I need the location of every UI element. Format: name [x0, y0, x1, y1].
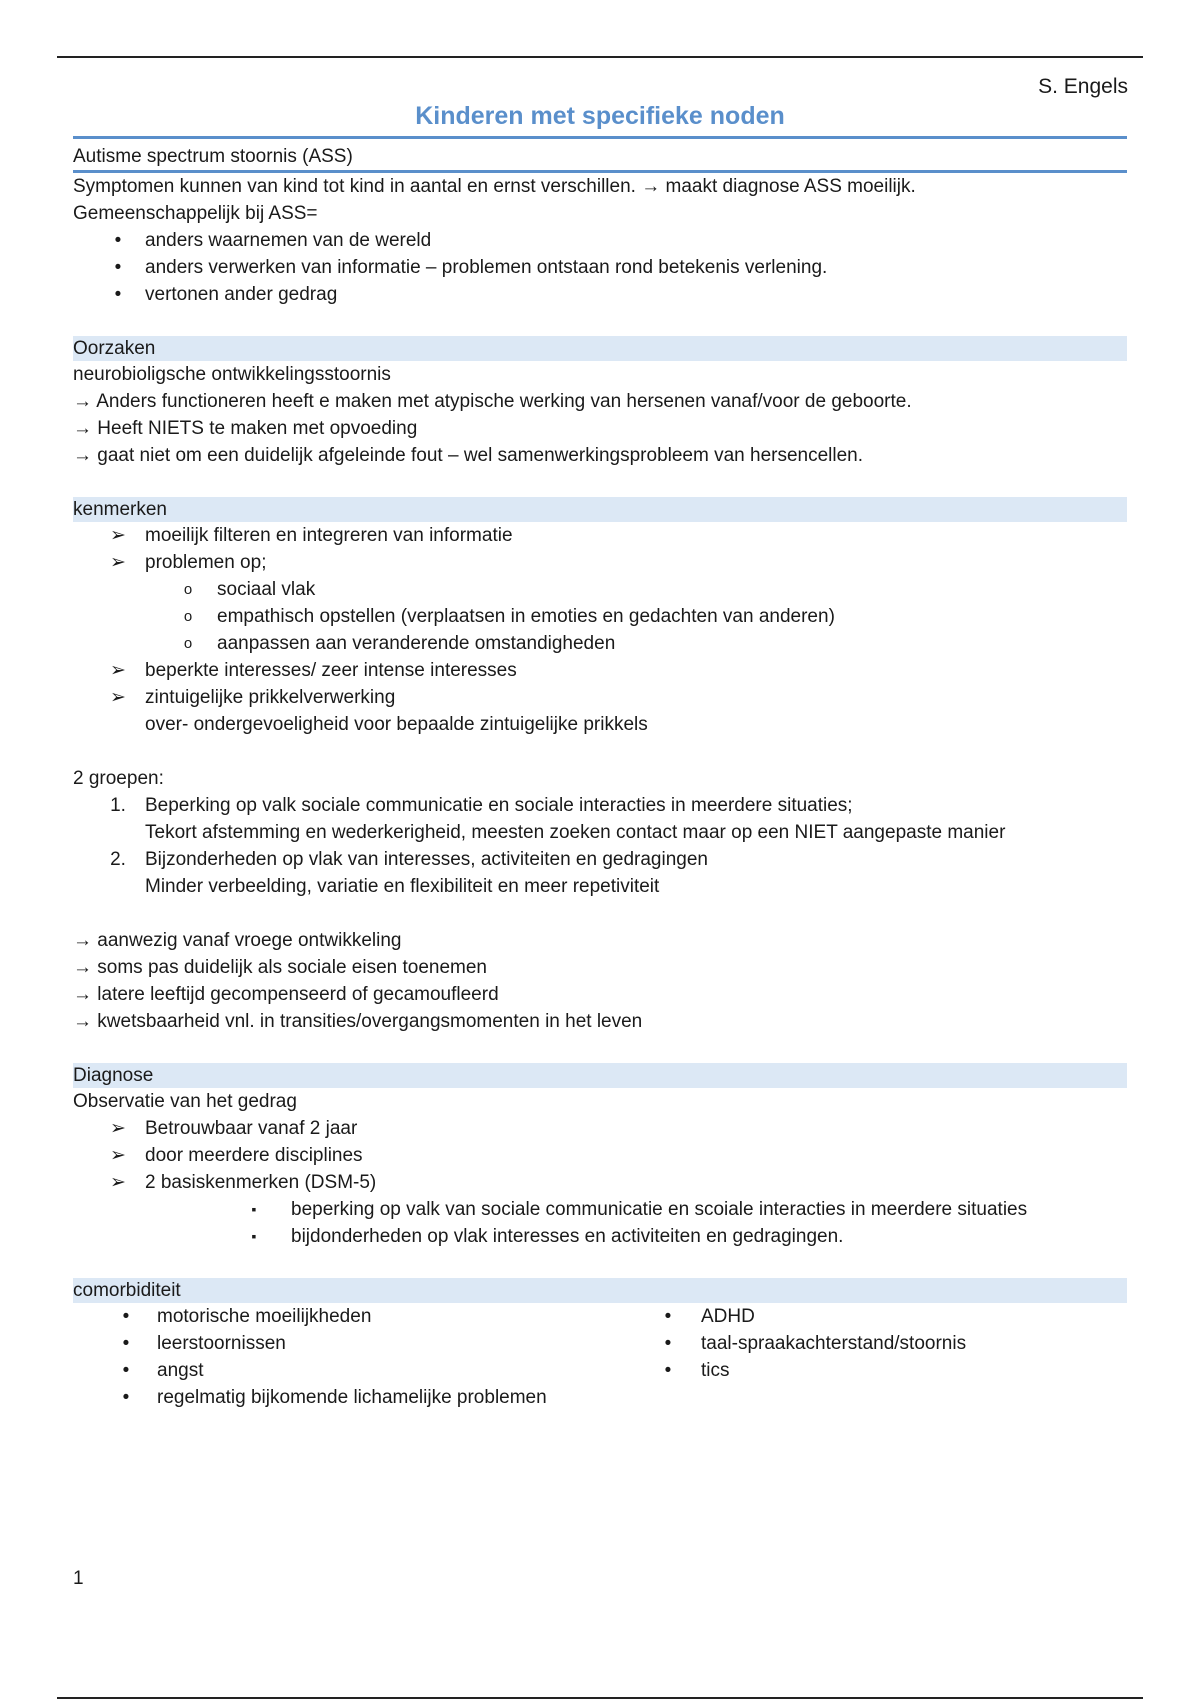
list-item-continuation: Minder verbeelding, variatie en flexibiliteit en meer repetiviteit — [145, 876, 660, 897]
list-item — [73, 630, 1127, 657]
list-item — [628, 1303, 1128, 1330]
intro-line: Gemeenschappelijk bij ASS= — [73, 203, 318, 224]
list-item-text: vertonen ander gedrag — [145, 284, 338, 305]
arrow-bullet-marker: ➢ — [110, 525, 126, 546]
number-marker: 2. — [110, 849, 126, 870]
list-item — [73, 1357, 593, 1384]
arrow-bullet-marker: ➢ — [110, 1172, 126, 1193]
right-column — [628, 1303, 1128, 1384]
list-item-text: problemen op; — [145, 552, 267, 573]
list-item-text: regelmatig bijkomende lichamelijke problemen — [157, 1387, 547, 1408]
list-item — [73, 281, 1127, 308]
document-body — [73, 143, 1127, 1408]
bullet-marker: • — [114, 284, 122, 305]
bullet-marker: • — [114, 257, 122, 278]
list-item — [73, 1223, 1127, 1250]
section-heading-oorzaken: Oorzaken — [73, 336, 1127, 361]
section-heading-kenmerken: kenmerken — [73, 497, 1127, 522]
list-item — [73, 684, 1127, 711]
square-marker: ▪ — [251, 1228, 257, 1244]
list-item-continuation: Tekort afstemming en wederkerigheid, meesten zoeken contact maar op een NIET aangepaste manier — [145, 822, 1006, 843]
subheading-ass: Autisme spectrum stoornis (ASS) — [73, 143, 1127, 173]
list-item-text: Betrouwbaar vanaf 2 jaar — [145, 1118, 358, 1139]
list-item — [73, 603, 1127, 630]
arrow-line: → aanwezig vanaf vroege ontwikkeling — [73, 930, 402, 951]
diagnose-section — [73, 1063, 1127, 1250]
bullet-marker: • — [122, 1306, 130, 1327]
arrow-bullet-marker: ➢ — [110, 1145, 126, 1166]
arrow-bullet-marker: ➢ — [110, 552, 126, 573]
list-item-text: door meerdere disciplines — [145, 1145, 363, 1166]
arrow-line: → soms pas duidelijk als sociale eisen toenemen — [73, 957, 487, 978]
number-marker: 1. — [110, 795, 126, 816]
arrow-line: → Heeft NIETS te maken met opvoeding — [73, 418, 418, 439]
arrow-line: → kwetsbaarheid vnl. in transities/overgangsmomenten in het leven — [73, 1011, 643, 1032]
numbered-item — [73, 846, 1127, 873]
numbered-item — [73, 792, 1127, 819]
groups-label: 2 groepen: — [73, 768, 164, 789]
arrow-bullet-marker: ➢ — [110, 660, 126, 681]
left-column — [73, 1303, 593, 1411]
intro-line: Symptomen kunnen van kind tot kind in aantal en ernst verschillen. → maakt diagnose ASS moeilijk. — [73, 176, 916, 197]
list-item — [73, 227, 1127, 254]
bullet-marker: • — [664, 1360, 672, 1381]
body-line: neurobioligsche ontwikkelingsstoornis — [73, 364, 391, 385]
circle-marker: o — [183, 635, 193, 652]
list-item-text: beperkte interesses/ zeer intense interesses — [145, 660, 517, 681]
list-item — [73, 657, 1127, 684]
arrow-line: → latere leeftijd gecompenseerd of gecamoufleerd — [73, 984, 499, 1005]
list-item — [73, 522, 1127, 549]
bullet-marker: • — [122, 1333, 130, 1354]
arrow-line: → Anders functioneren heeft e maken met atypische werking van hersenen vanaf/voor de geboorte. — [73, 391, 912, 412]
list-item — [73, 254, 1127, 281]
list-item-text: motorische moeilijkheden — [157, 1306, 372, 1327]
document-title: Kinderen met specifieke noden — [415, 102, 785, 130]
list-item-text: Bijzonderheden op vlak van interesses, activiteiten en gedragingen — [145, 849, 708, 870]
list-item — [73, 1384, 593, 1411]
list-item — [73, 1196, 1127, 1223]
list-item — [628, 1357, 1128, 1384]
list-item-text: moeilijk filteren en integreren van informatie — [145, 525, 513, 546]
list-item — [73, 1115, 1127, 1142]
list-item-text: bijdonderheden op vlak interesses en activiteiten en gedragingen. — [291, 1226, 844, 1247]
list-item — [73, 1303, 593, 1330]
list-item-text: anders waarnemen van de wereld — [145, 230, 432, 251]
bottom-rule — [57, 1697, 1143, 1699]
section-heading-comorbiditeit: comorbiditeit — [73, 1278, 1127, 1303]
comorbiditeit-section — [73, 1278, 1127, 1408]
circle-marker: o — [183, 608, 193, 625]
bullet-marker: • — [664, 1333, 672, 1354]
list-item — [73, 1169, 1127, 1196]
bullet-marker: • — [122, 1387, 130, 1408]
list-item — [628, 1330, 1128, 1357]
title-underline — [73, 136, 1127, 139]
list-item-text: angst — [157, 1360, 204, 1381]
list-item-text: aanpassen aan veranderende omstandigheden — [217, 633, 616, 654]
intro-section — [73, 173, 1127, 308]
section-heading-diagnose: Diagnose — [73, 1063, 1127, 1088]
arrow-bullet-marker: ➢ — [110, 1118, 126, 1139]
list-item-text: zintuigelijke prikkelverwerking — [145, 687, 396, 708]
list-item-text: anders verwerken van informatie – problemen ontstaan rond betekenis verlening. — [145, 257, 828, 278]
body-line: Observatie van het gedrag — [73, 1091, 297, 1112]
arrow-bullet-marker: ➢ — [110, 687, 126, 708]
top-rule — [57, 56, 1143, 58]
list-item — [73, 549, 1127, 576]
list-item-text: beperking op valk van sociale communicatie en scoiale interacties in meerdere situaties — [291, 1199, 1028, 1220]
list-item-text: empathisch opstellen (verplaatsen in emoties en gedachten van anderen) — [217, 606, 835, 627]
page-number: 1 — [73, 1568, 84, 1589]
kenmerken-section — [73, 497, 1127, 1035]
list-item-text: Beperking op valk sociale communicatie en sociale interacties in meerdere situaties; — [145, 795, 853, 816]
arrow-line: → gaat niet om een duidelijk afgeleinde fout – wel samenwerkingsprobleem van hersencellen. — [73, 445, 864, 466]
list-item-text: leerstoornissen — [157, 1333, 286, 1354]
list-item-text: taal-spraakachterstand/stoornis — [701, 1333, 967, 1354]
list-item-text: ADHD — [701, 1306, 755, 1327]
list-item — [73, 1330, 593, 1357]
author-name: S. Engels — [1038, 75, 1128, 98]
list-item-text: 2 basiskenmerken (DSM-5) — [145, 1172, 377, 1193]
list-item-continuation: over- ondergevoeligheid voor bepaalde zintuigelijke prikkels — [145, 714, 648, 735]
oorzaken-section — [73, 336, 1127, 469]
square-marker: ▪ — [251, 1201, 257, 1217]
list-item-text: sociaal vlak — [217, 579, 316, 600]
bullet-marker: • — [122, 1360, 130, 1381]
list-item-text: tics — [701, 1360, 730, 1381]
bullet-marker: • — [114, 230, 122, 251]
bullet-marker: • — [664, 1306, 672, 1327]
list-item — [73, 1142, 1127, 1169]
circle-marker: o — [183, 581, 193, 598]
list-item — [73, 576, 1127, 603]
